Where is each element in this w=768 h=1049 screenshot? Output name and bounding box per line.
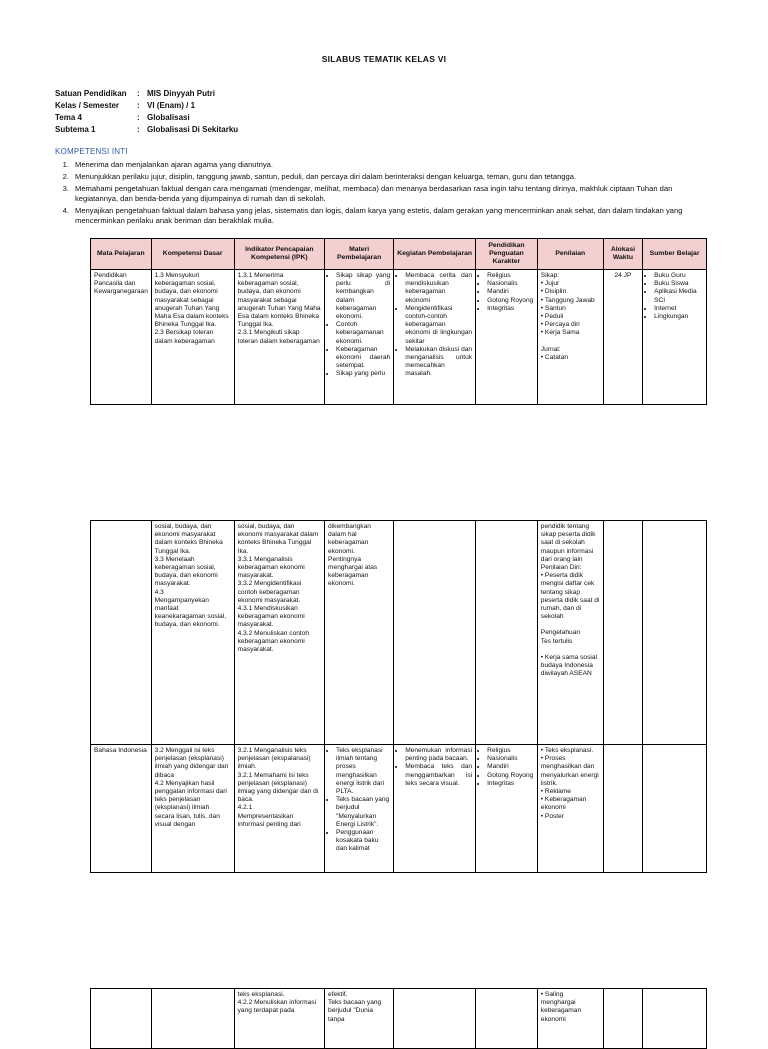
ipk-item: 4.2.2 Menuliskan informasi yang terdapat pada [237,999,317,1015]
cell-ipk-p3 [234,989,324,1049]
kd-item: 2.3 Bersikap toleran dalam keberagaman [154,329,215,345]
materi-item: • Penggunaan kosakata baku dan kalimat [336,829,390,854]
penilaian-item: • Tanggung Jawab [540,296,595,304]
syllabus-table-1 [90,238,707,405]
info-sep: : [137,125,140,134]
cell-materi [325,270,394,405]
penilaian-item: Penilaian Diri: [540,564,582,572]
kegiatan-item: • Melakukan diskusi dan menganalisis untuk memecahkan masalah. [405,346,472,379]
info-sep: : [137,89,140,98]
penilaian-item: Tes tertulis [540,637,573,645]
cell-sumber [643,270,707,405]
penilaian-item: • Proses menghasilkan dan menyalurkan energi listrik. [540,755,599,787]
kd-item: 3.2 Menggali isi teks penjelasan (eksplanasi) ilmiah yang didengar dan dibaca [154,747,229,779]
cell-penilaian-bi [537,745,603,873]
penilaian-item: • Santun [540,304,566,312]
penilaian-item: • Jujur [540,280,560,288]
ki-text: Menyajikan pengetahuan faktual dalam bahasa yang jelas, sistematis dan logis, dalam karya yang estetis, dalam gerakan yang mencerminkan anak sehat, dan dalam tindakan yang mencerminkan perilaku anak beriman dan berakhlak mulia. [75,206,683,225]
cell-penilaian-p3 [537,989,603,1049]
penilaian-item: Sikap: [540,272,560,279]
ki-list [55,160,715,228]
info-key: Kelas / Semester [55,101,120,110]
penilaian-item: • Keberagaman ekonomi [540,796,587,812]
cell-kegiatan-bi [394,745,476,873]
cell-karakter [476,270,538,405]
ki-text: Menunjukkan perilaku jujur, disiplin, tanggung jawab, santun, peduli, dan percaya diri dalam berinteraksi dengan keluarga, teman, guru dan tetangga. [75,172,577,181]
ipk-item: teks eksplanasi. [237,991,285,998]
materi-item: • Sikap yang perlu [336,370,390,378]
penilaian-item: pendidik tentang sikap peserta didik saat di sekolah maupun informasi dari orang lain [540,523,596,563]
ipk-item: 4.2.1 [237,804,253,812]
spacer [541,646,600,654]
sumber-item: • Aplikasi Media SCI [654,288,703,304]
cell-kd-cont [151,521,234,745]
cell-mapel-bi: Bahasa Indonesia [91,745,152,873]
cell-penilaian [537,270,603,405]
materi-item: efektif. [328,991,348,998]
kegiatan-item: • Membaca cerita dan mendiskusikan keberagaman ekonomi [405,272,472,305]
kegiatan-item: • Menemukan informasi penting pada bacaan. [405,747,472,763]
column-header: Indikator Pencapaian Kompetensi (IPK) [234,239,324,270]
column-header: Penilaian [537,239,603,270]
karakter-item: • Integritas [487,780,534,788]
ki-number: 2. [62,172,69,181]
penilaian-item: • Disiplin [540,288,567,296]
sumber-item: • Internet [654,305,703,313]
materi-item: • Contoh keberagamanan ekonomi. [336,321,390,346]
spacer [541,621,600,629]
penilaian-item: • Peserta didik mengisi daftar cek tentang sikap peserta didik saat di rumah, dan di sekolah [540,572,600,621]
info-sep: : [137,113,140,122]
karakter-item: • Integritas [487,305,534,313]
cell-kd-bi [151,745,234,873]
info-key: Tema 4 [55,113,82,122]
kegiatan-item: • Mengidentifikasi contoh-contoh keberagaman ekonomi di lingkungan sekitar [405,305,472,346]
penilaian-item: Jurnal: [540,345,561,353]
karakter-item: • Mandiri [487,288,534,296]
ki-text: Menerima dan menjalankan ajaran agama yang dianutnya. [75,160,273,169]
cell-mapel: Pendidikan Pancasila dan Kewarganegaraan [91,270,152,405]
ipk-item: 4.3.1 Mendiskusikan keberagaman ekonomi masyarakat. [237,605,305,629]
info-value: MIS Dinyyah Putri [147,89,216,98]
ki-text: Memahami pengetahuan faktual dengan cara mengamati (mendengar, melihat, membaca) dan menanya berdasarkan rasa ingin tahu tentang dirinya, makhluk ciptaan Tuhan dan kegiatannya, dan benda-benda yang dijumpainya di rumah dan di sekolah. [75,184,673,203]
ipk-item: 3.2.1 Menganalisis teks penjelasan (ekspalanasi) ilmiah. [237,747,311,771]
ki-number: 4. [62,206,69,215]
cell-penilaian-cont [537,521,603,745]
materi-item: • Sikap sikap yang perlu di kembangkan dalam keberagaman ekonomi. [336,272,390,321]
ipk-item: 3.3.2 Mengidentifikasi contoh keberagaman ekonomi masyarakat. [237,580,302,604]
cell-materi-p3 [325,989,394,1049]
ki-number: 3. [62,184,69,193]
penilaian-item: • Kerja sama sosial budaya Indonesia diwilayah ASEAN [540,653,597,678]
identity-block [55,88,238,136]
materi-item: Teks bacaan yang berjudul "Dunia tanpa [328,999,382,1023]
cell-kegiatan [394,270,476,405]
column-header: Mata Pelajaran [91,239,152,270]
sumber-item: • Buku Siswa [654,280,703,288]
ipk-item: Mempresentasikan informasi penting dari [237,812,301,828]
penilaian-item: • Reklame [540,788,571,796]
column-header: Kegiatan Pembelajaran [394,239,476,270]
ki-item [55,172,715,182]
materi-item: Pentingnya menghargai atas keberagaman ekonomi. [328,555,378,588]
info-value: VI (Enam) / 1 [147,101,196,110]
penilaian-item: • Poster [540,812,564,820]
page-title: SILABUS TEMATIK KELAS VI [321,54,447,64]
cell-karakter-bi [476,745,538,873]
penilaian-item: • Percaya diri [540,321,580,329]
sumber-item: • Lingkungan [654,313,703,321]
materi-item: • Teks eksplanasi ilmiah tentang proses menghasilkan energi listrik dari PLTA. [336,747,390,796]
karakter-item: • Religius [487,272,534,280]
cell-ipk [234,270,324,405]
column-header: Kompetensi Dasar [151,239,234,270]
penilaian-item: • Saling menghargai keberagaman ekonomi [540,991,582,1023]
ki-item [55,184,715,204]
spacer [541,338,600,346]
kd-item: 3.3 Menelaah keberagaman sosial, budaya, dan ekonomi masyarakat. [154,555,218,588]
kd-item: 1.3 Mensyukuri keberagaman sosial, budaya, dan ekonomi masyarakat sebagai anugerah Tuhan Yang Maha Esa dalam konteks Bhineka Tunggal Ika. [154,272,229,329]
cell-alokasi: 24 JP [603,270,642,405]
info-value: Globalisasi Di Sekitarku [147,125,239,134]
syllabus-table-3 [90,988,707,1049]
penilaian-item: • Kerja Sama [540,329,580,337]
karakter-item: • Gotong Royong [487,772,534,780]
cell-materi-bi [325,745,394,873]
info-key: Subtema 1 [55,125,96,134]
ipk-item: sosial, budaya, dan ekonomi masyarakat dalam konteks Bhineka Tunggal Ika. [237,523,319,555]
materi-item: • Teks bacaan yang berjudul "Menyalurkan Energi Listrik". [336,796,390,829]
column-header: Pendidikan Penguatan Karakter [476,239,538,270]
kd-item: Mengampanyekan manfaat keanekaragaman sosial, budaya, dan ekonomi. [154,596,227,629]
ipk-item: 4.3.2 Menuliskan contoh keberagaman ekonomi masyarakat. [237,629,310,654]
karakter-item: • Mandiri [487,763,534,771]
ki-item [55,206,715,226]
ipk-item: 1.3.1 Menerima keberagaman sosial, budaya, dan ekonomi masyarakat sebagai anugerah Tuhan Yang Maha Esa dalam konteks Bhineka Tunggal Ika. [237,272,321,329]
ipk-item: 2.3.1 Mengikuti sikap toleran dalam keberagaman [237,329,320,345]
info-row [55,124,238,136]
sumber-item: • Buku Guru [654,272,703,280]
penilaian-item: • Teks eksplanasi. [540,747,594,754]
column-header: Alokasi Waktu [603,239,642,270]
info-key: Satuan Pendidikan [55,89,127,98]
kegiatan-item: • Membaca teks dan menggambarkan isi teks secara visual. [405,763,472,788]
kd-item: sosial, budaya, dan ekonomi masyarakat dalam konteks Bhineka Tunggal Ika. [154,523,223,555]
cell-kd [151,270,234,405]
penilaian-item: Pengetahuan [540,629,581,637]
materi-item: • Keberagaman ekonomi daerah setempat. [336,346,390,371]
info-row [55,88,238,100]
penilaian-item: • Catatan [540,353,569,361]
karakter-item: • Gotong Royong [487,297,534,305]
karakter-item: • Nasionalis [487,755,534,763]
ipk-item: 3.3.1 Menganalisis keberagaman ekonomi masyarakat. [237,555,305,580]
column-header: Materi Pembelajaran [325,239,394,270]
syllabus-table-2 [90,520,707,873]
column-header: Sumber Belajar [643,239,707,270]
info-value: Globalisasi [147,113,190,122]
ki-number: 1. [62,160,69,169]
info-sep: : [137,101,140,110]
ki-heading: KOMPETENSI INTI [55,147,128,156]
info-row [55,112,238,124]
materi-item: dikembangkan dalam hal keberagaman ekonomi. [328,523,371,555]
info-row [55,100,238,112]
ipk-item: 3.2.1 Memahami isi teks penjelasan (eksplanasi) ilmiag yang didengar dan di baca. [237,771,319,804]
cell-ipk-bi [234,745,324,873]
cell-ipk-cont [234,521,324,745]
kd-item: 4.2 Menyajikan hasil penggalan informasi dari teks penjelasan (eksplanasi) ilmiah secara lisan, tulis, dan visual dengan [154,779,227,828]
kd-item: 4.3 [154,588,164,596]
cell-materi-cont [325,521,394,745]
ki-item [55,160,715,170]
karakter-item: • Nasionalis [487,280,534,288]
penilaian-item: • Peduli [540,313,564,321]
karakter-item: • Religius [487,747,534,755]
